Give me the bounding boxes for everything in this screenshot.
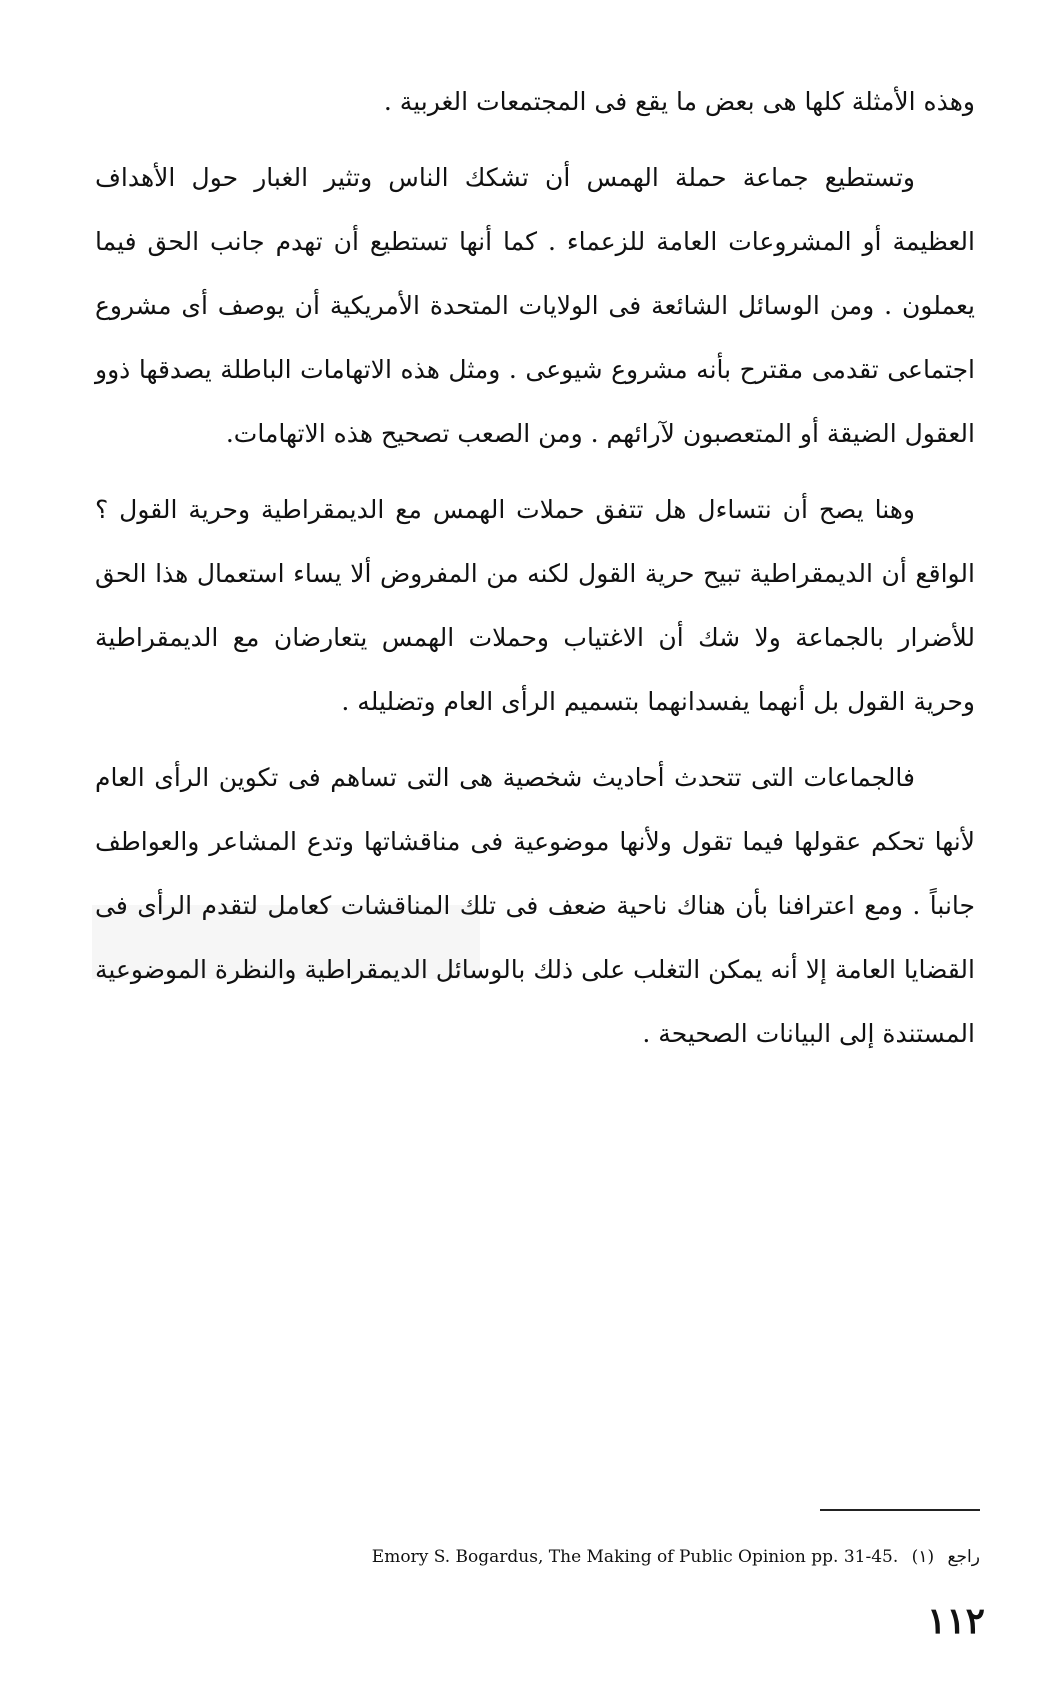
paragraph-4: فالجماعات التى تتحدث أحاديث شخصية هى التى تساهم فى تكوين الرأى العام لأنها تحكم عقولها فيما تقول ولأنها موضوعية فى مناقشاتها وتدع المشاعر والعواطف جانباً . ومع اعترافنا بأن هناك ناحية ضعف فى تلك المناقشات كعامل لتقدم الرأى فى القضايا العامة إلا أنه يمكن التغلب على ذلك بالوسائل الديمقراطية والنظرة الموضوعية المستندة إلى البيانات الصحيحة . [95,763,975,1048]
paragraph-1: وهذه الأمثلة كلها هى بعض ما يقع فى المجتمعات الغربية . [383,87,975,116]
page-number: ١١٢ [926,1600,985,1642]
paragraph-3: وهنا يصح أن نتساءل هل تتفق حملات الهمس مع الديمقراطية وحرية القول ؟ الواقع أن الديمقراطية تبيح حرية القول لكنه من المفروض ألا يساء استعمال هذا الحق للأضرار بالجماعة ولا شك أن الاغتياب وحملات الهمس يتعارضان مع الديمقراطية وحرية القول بل أنهما يفسدانهما بتسميم الرأى العام وتضليله . [95,495,975,716]
footnote-number: (١) [911,1547,935,1567]
footnote-arabic-label: راجع [947,1547,980,1567]
footnote-divider [820,1509,980,1511]
body-text [95,70,975,1078]
footnote [200,1545,980,1569]
paragraph-2: وتستطيع جماعة حملة الهمس أن تشكك الناس وتثير الغبار حول الأهداف العظيمة أو المشروعات العامة للزعماء . كما أنها تستطيع أن تهدم جانب الحق فيما يعملون . ومن الوسائل الشائعة فى الولايات المتحدة الأمريكية أن يوصف أى مشروع اجتماعى تقدمى مقترح بأنه مشروع شيوعى . ومثل هذه الاتهامات الباطلة يصدقها ذوو العقول الضيقة أو المتعصبون لآرائهم . ومن الصعب تصحيح هذه الاتهامات. [95,163,975,448]
footnote-citation: Emory S. Bogardus, The Making of Public Opinion pp. 31-45. [371,1547,899,1567]
